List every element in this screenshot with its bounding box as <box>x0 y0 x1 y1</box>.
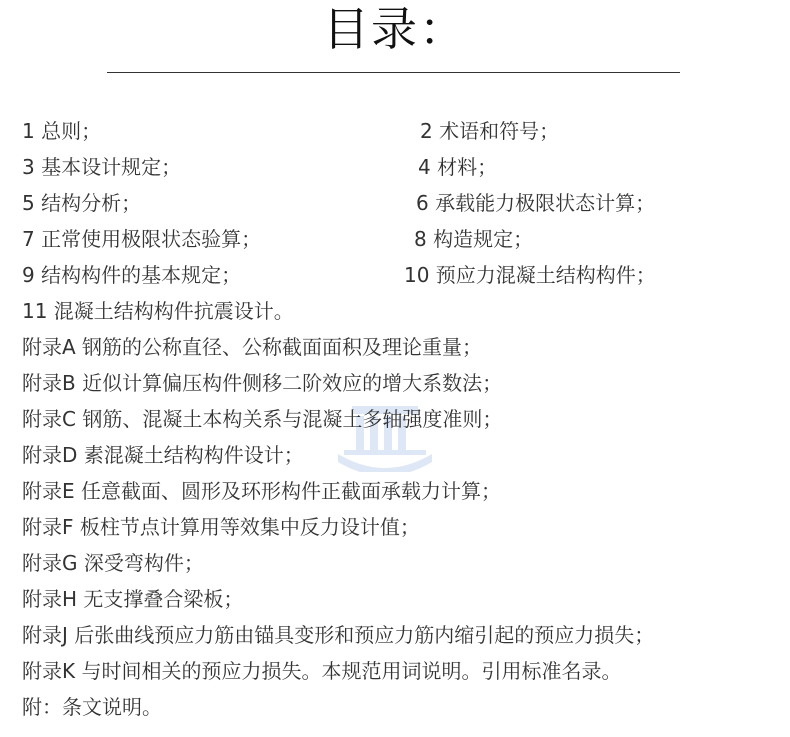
toc-item: 2 术语和符号； <box>420 119 560 143</box>
toc-item: 7 正常使用极限状态验算； <box>22 227 262 251</box>
appendix-item: 附录F 板柱节点计算用等效集中反力设计值； <box>22 515 420 539</box>
appendix-item: 附录K 与时间相关的预应力损失。本规范用词说明。引用标准名录。 <box>22 659 622 683</box>
appendix-item: 附录J 后张曲线预应力筋由锚具变形和预应力筋内缩引起的预应力损失； <box>22 623 655 647</box>
toc-row <box>22 188 790 218</box>
toc-item: 4 材料； <box>418 155 498 179</box>
appendix-item: 附录G 深受弯构件； <box>22 551 204 575</box>
toc-item: 11 混凝土结构构件抗震设计。 <box>22 299 294 323</box>
appendix-item: 附录H 无支撑叠合梁板； <box>22 587 244 611</box>
appendix-item: 附录E 任意截面、圆形及环形构件正截面承载力计算； <box>22 479 501 503</box>
toc-item: 1 总则； <box>22 119 102 143</box>
toc-row <box>22 260 790 290</box>
appendix-item: 附录B 近似计算偏压构件侧移二阶效应的增大系数法； <box>22 371 503 395</box>
page-title: 目录： <box>323 2 467 56</box>
appendix-item: 附录C 钢筋、混凝土本构关系与混凝土多轴强度准则； <box>22 407 503 431</box>
appendix-item: 附：条文说明。 <box>22 695 162 719</box>
title-underline-divider <box>107 72 680 73</box>
toc-row <box>22 152 790 182</box>
toc-item: 10 预应力混凝土结构构件； <box>404 263 656 287</box>
toc-item: 3 基本设计规定； <box>22 155 182 179</box>
toc-item: 9 结构构件的基本规定； <box>22 263 242 287</box>
toc-row <box>22 116 790 146</box>
toc-item: 5 结构分析； <box>22 191 142 215</box>
toc-item: 6 承载能力极限状态计算； <box>416 191 656 215</box>
toc-item: 8 构造规定； <box>414 227 534 251</box>
appendix-item: 附录A 钢筋的公称直径、公称截面面积及理论重量； <box>22 335 483 359</box>
appendix-item: 附录D 素混凝土结构构件设计； <box>22 443 304 467</box>
toc-row <box>22 224 790 254</box>
